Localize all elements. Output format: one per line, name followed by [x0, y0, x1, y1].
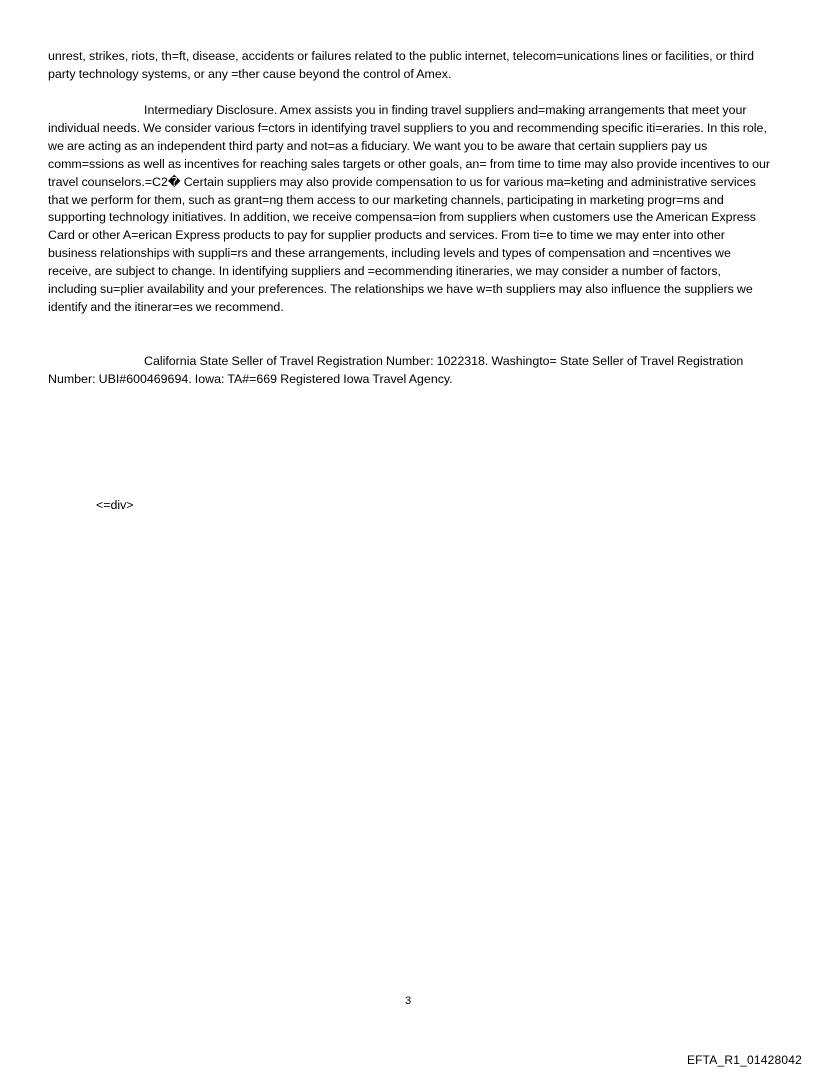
paragraph-registration-numbers: California State Seller of Travel Registration Number: 1022318. Washingto= State Seller of Travel Registration Number: UBI#600469694. Iowa: TA#=669 Registered Iowa Travel Agency. — [48, 354, 744, 386]
page-number: 3 — [404, 995, 412, 1007]
paragraph-intermediary-disclosure: Intermediary Disclosure. Amex assists you in finding travel suppliers and=making arrangements that meet your individual needs. We consider various f=ctors in identifying travel suppliers to you and recommending specific iti=eraries. In this role, we are acting as an independent third party and not=as a fiduciary. We want you to be aware that certain suppliers pay us comm=ssions as well as incentives for reaching sales targets or other goals, an= from time to time may also provide incentives to our travel counselors.=C2� Certain suppliers may also provide compensation to us for various ma=keting and administrative services that we perform for them, such as grant=ng them access to our marketing channels, participating in marketing progr=ms and supporting technology initiatives. In addition, we receive compensa=ion from suppliers when customers use the American Express Card or other A=erican Express products to pay for supplier products and services. From ti=e to time we may enter into other business relationships with suppli=rs and these arrangements, including levels and types of compensation and =ncentives we receive, are subject to change. In identifying suppliers and =ecommending itineraries, we may consider a number of factors, including su=plier availability and your preferences. The relationships we have w=th suppliers may also influence the suppliers we identify and the itinerar=es we recommend. — [48, 103, 771, 314]
document-id: EFTA_R1_01428042 — [686, 1053, 802, 1067]
paragraph-force-majeure: unrest, strikes, riots, th=ft, disease, accidents or failures related to the public internet, telecom=unications lines or facilities, or third party technology systems, or any =ther cause beyond the control of Amex. — [48, 49, 755, 81]
html-div-artifact: <=div> — [96, 498, 134, 512]
